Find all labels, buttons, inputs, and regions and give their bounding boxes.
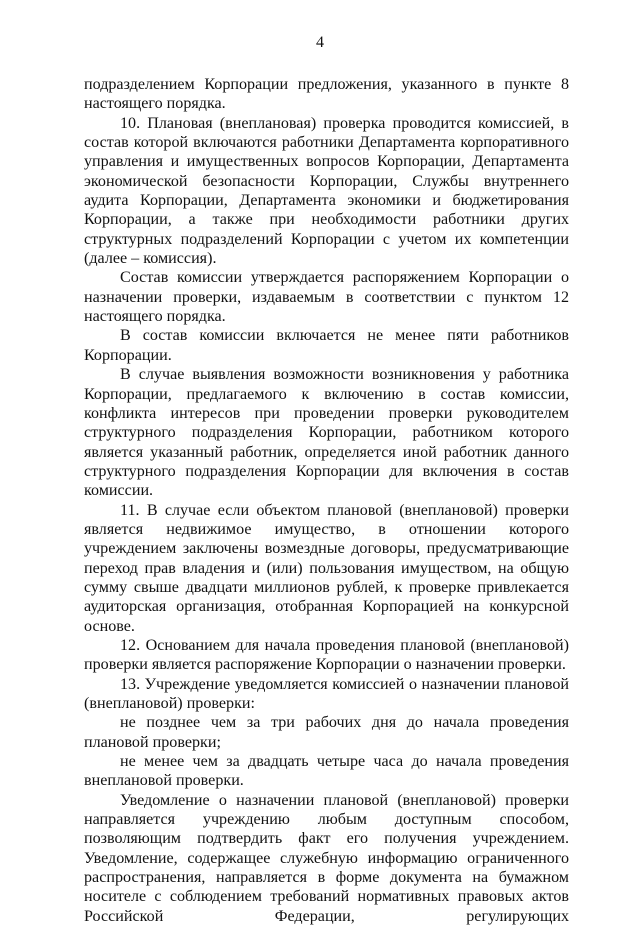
paragraph-item-11: 11. В случае если объектом плановой (внеплановой) проверки является недвижимое имущество, в отношении которого учреждением заключены возмездные договоры, предусматривающие переход прав владения и (или) пользования имуществом, на общую сумму свыше двадцати миллионов рублей, к проверке привлекается аудиторская организация, отобранная Корпорацией на конкурсной основе.: [84, 501, 569, 635]
paragraph-continuation: подразделением Корпорации предложения, указанного в пункте 8 настоящего порядка.: [84, 76, 569, 113]
paragraph-commission-size: В состав комиссии включается не менее пяти работников Корпорации.: [84, 327, 569, 364]
paragraph-item-13: 13. Учреждение уведомляется комиссией о назначении плановой (внеплановой) проверки:: [84, 675, 569, 712]
document-body: [84, 75, 569, 926]
page-number: 4: [316, 34, 324, 51]
paragraph-notification-method: Уведомление о назначении плановой (внеплановой) проверки направляется учреждению любым доступным способом, позволяющим подтвердить факт его получения учреждением. Уведомление, содержащее служебную информацию ограниченного распространения, направляется в форме документа на бумажном носителе с соблюдением требований нормативных правовых актов Российской Федерации, регулирующих: [84, 791, 569, 925]
paragraph-conflict-of-interest: В случае выявления возможности возникновения у работника Корпорации, предлагаемого к включению в состав комиссии, конфликта интересов при проведении проверки руководителем структурного подразделения Корпорации, работником которого является указанный работник, определяется иной работник данного структурного подразделения Корпорации для включения в состав комиссии.: [84, 366, 569, 500]
paragraph-item-12: 12. Основанием для начала проведения плановой (внеплановой) проверки является распоряжение Корпорации о назначении проверки.: [84, 636, 569, 674]
list-item-unplanned-notice: не менее чем за двадцать четыре часа до начала проведения внеплановой проверки.: [84, 753, 569, 790]
list-item-planned-notice: не позднее чем за три рабочих дня до начала проведения плановой проверки;: [84, 714, 569, 751]
paragraph-commission-composition: Состав комиссии утверждается распоряжением Корпорации о назначении проверки, издаваемым в соответствии с пунктом 12 настоящего порядка.: [84, 269, 569, 326]
paragraph-item-10: 10. Плановая (внеплановая) проверка проводится комиссией, в состав которой включаются работники Департамента корпоративного управления и имущественных вопросов Корпорации, Департамента экономической безопасности Корпорации, Службы внутреннего аудита Корпорации, Департамента экономики и бюджетирования Корпорации, а также при необходимости работники других структурных подразделений Корпорации с учетом их компетенции (далее – комиссия).: [84, 114, 569, 268]
